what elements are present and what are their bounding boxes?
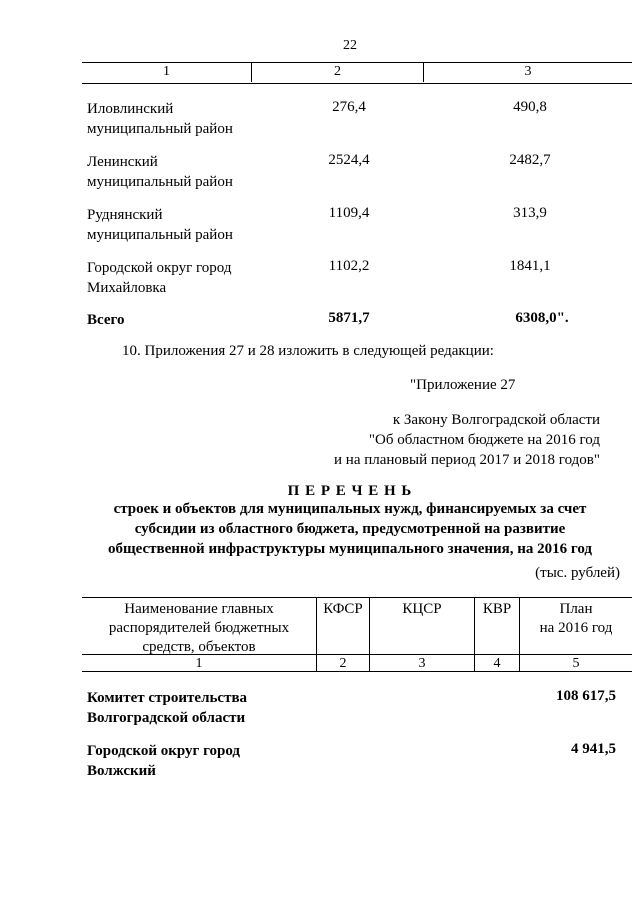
table1-row-value: 1841,1 xyxy=(509,258,551,274)
table2-row-name xyxy=(87,688,387,728)
row-name-line: Михайловка xyxy=(87,280,167,296)
row-name-line: муниципальный район xyxy=(87,227,233,243)
table1-row-value: 313,9 xyxy=(513,205,547,221)
annex-line: "Об областном бюджете на 2016 год xyxy=(368,432,600,448)
row-name-line: Волжский xyxy=(87,763,156,779)
table2-row-value: 108 617,5 xyxy=(556,688,616,704)
amendment-paragraph: 10. Приложения 27 и 28 изложить в следующей редакции: xyxy=(122,343,494,359)
table1-row-value: 2524,4 xyxy=(328,152,370,168)
table1-header-col3: 3 xyxy=(524,64,532,79)
table1-row-name xyxy=(87,99,287,139)
table2-header-kfsr: КФСР xyxy=(323,601,363,617)
header-line: средств, объектов xyxy=(142,639,256,655)
table1-row-value: 1102,2 xyxy=(328,258,370,274)
table1-total-label: Всего xyxy=(87,312,125,328)
table2-col-number: 3 xyxy=(418,656,426,671)
row-name-line: Ленинский xyxy=(87,154,158,170)
table1-header-col1: 1 xyxy=(163,64,170,79)
header-line: распорядителей бюджетных xyxy=(108,620,290,636)
table2-header-name xyxy=(82,600,316,657)
header-line: План xyxy=(559,601,593,617)
header-line: Наименование главных xyxy=(124,601,274,617)
table2-header-plan xyxy=(520,600,632,638)
table2-top-border xyxy=(82,597,632,598)
table1-total-value: 6308,0". xyxy=(515,310,569,326)
list-title: П Е Р Е Ч Е Н Ь xyxy=(287,483,413,499)
table2-header-kvr: КВР xyxy=(482,601,512,617)
table2-col-number: 5 xyxy=(572,656,580,671)
table2-col-number: 2 xyxy=(339,656,347,671)
subtitle-line: строек и объектов для муниципальных нужд, финансируемых за счет xyxy=(113,501,587,517)
row-name-line: Иловлинский xyxy=(87,101,174,117)
table2-row-value: 4 941,5 xyxy=(571,741,616,757)
row-name-line: Руднянский xyxy=(87,207,163,223)
list-subtitle xyxy=(80,499,620,559)
table1-row-value: 1109,4 xyxy=(328,205,370,221)
row-name-line: муниципальный район xyxy=(87,121,233,137)
annex-line: к Закону Волгоградской области xyxy=(392,412,600,428)
table1-row-value: 490,8 xyxy=(513,99,547,115)
table1-total-value: 5871,7 xyxy=(328,310,370,326)
table1-row-value: 2482,7 xyxy=(509,152,551,168)
row-name-line: Комитет строительства xyxy=(87,690,248,706)
table2-row-name xyxy=(87,741,387,781)
table1-row-name xyxy=(87,258,287,298)
row-name-line: Волгоградской области xyxy=(87,710,246,726)
subtitle-line: общественной инфраструктуры муниципального значения, на 2016 год xyxy=(107,541,592,557)
row-name-line: Городской округ город xyxy=(87,743,241,759)
subtitle-line: субсидии из областного бюджета, предусмотренной на развитие xyxy=(134,521,566,537)
annex-title: "Приложение 27 xyxy=(410,377,516,393)
table2-col-number: 4 xyxy=(493,656,501,671)
row-name-line: муниципальный район xyxy=(87,174,233,190)
annex-reference xyxy=(300,410,600,470)
table2-header-kcsr: КЦСР xyxy=(402,601,442,617)
units-label: (тыс. рублей) xyxy=(535,565,620,581)
page-number: 22 xyxy=(343,38,357,53)
table1-row-value: 276,4 xyxy=(332,99,366,115)
header-line: на 2016 год xyxy=(539,620,613,636)
table2-col-number: 1 xyxy=(195,656,203,671)
table1-header-col2: 2 xyxy=(334,64,341,79)
table1-row-name xyxy=(87,205,287,245)
annex-line: и на плановый период 2017 и 2018 годов" xyxy=(334,452,600,468)
table1-row-name xyxy=(87,152,287,192)
row-name-line: Городской округ город xyxy=(87,260,232,276)
